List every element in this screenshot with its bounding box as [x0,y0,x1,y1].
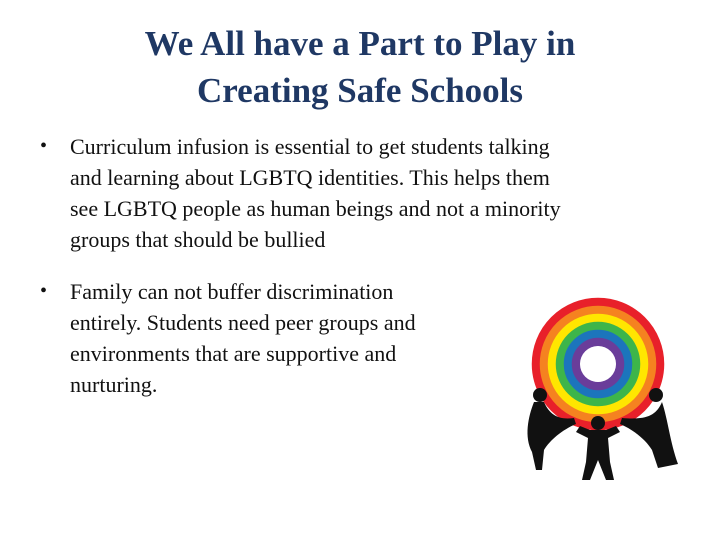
bullet-line: environments that are supportive and [70,341,397,366]
title-line-2: Creating Safe Schools [196,71,524,110]
title-line-1: We All have a Part to Play in [144,24,576,63]
bullet-line: and learning about LGBTQ identities. This helps them [70,165,550,190]
bullet-line: groups that should be bullied [70,227,326,252]
bullet-line: Family can not buffer discrimination [70,279,394,304]
bullet-dot: • [40,280,48,302]
bullet-dot: • [40,135,48,157]
rainbow-ring [536,302,660,426]
bullet-item-family [40,276,500,400]
bullet-line: Curriculum infusion is essential to get students talking [70,134,550,159]
rainbow-ring-with-figures-icon [510,292,690,487]
bullet-line: see LGBTQ people as human beings and not a minority [70,196,561,221]
ring-center [580,346,616,382]
bullet-item-curriculum [40,131,670,255]
bullet-line: entirely. Students need peer groups and [70,310,416,335]
bullet-line: nurturing. [70,372,158,397]
logo-graphic [510,292,690,487]
